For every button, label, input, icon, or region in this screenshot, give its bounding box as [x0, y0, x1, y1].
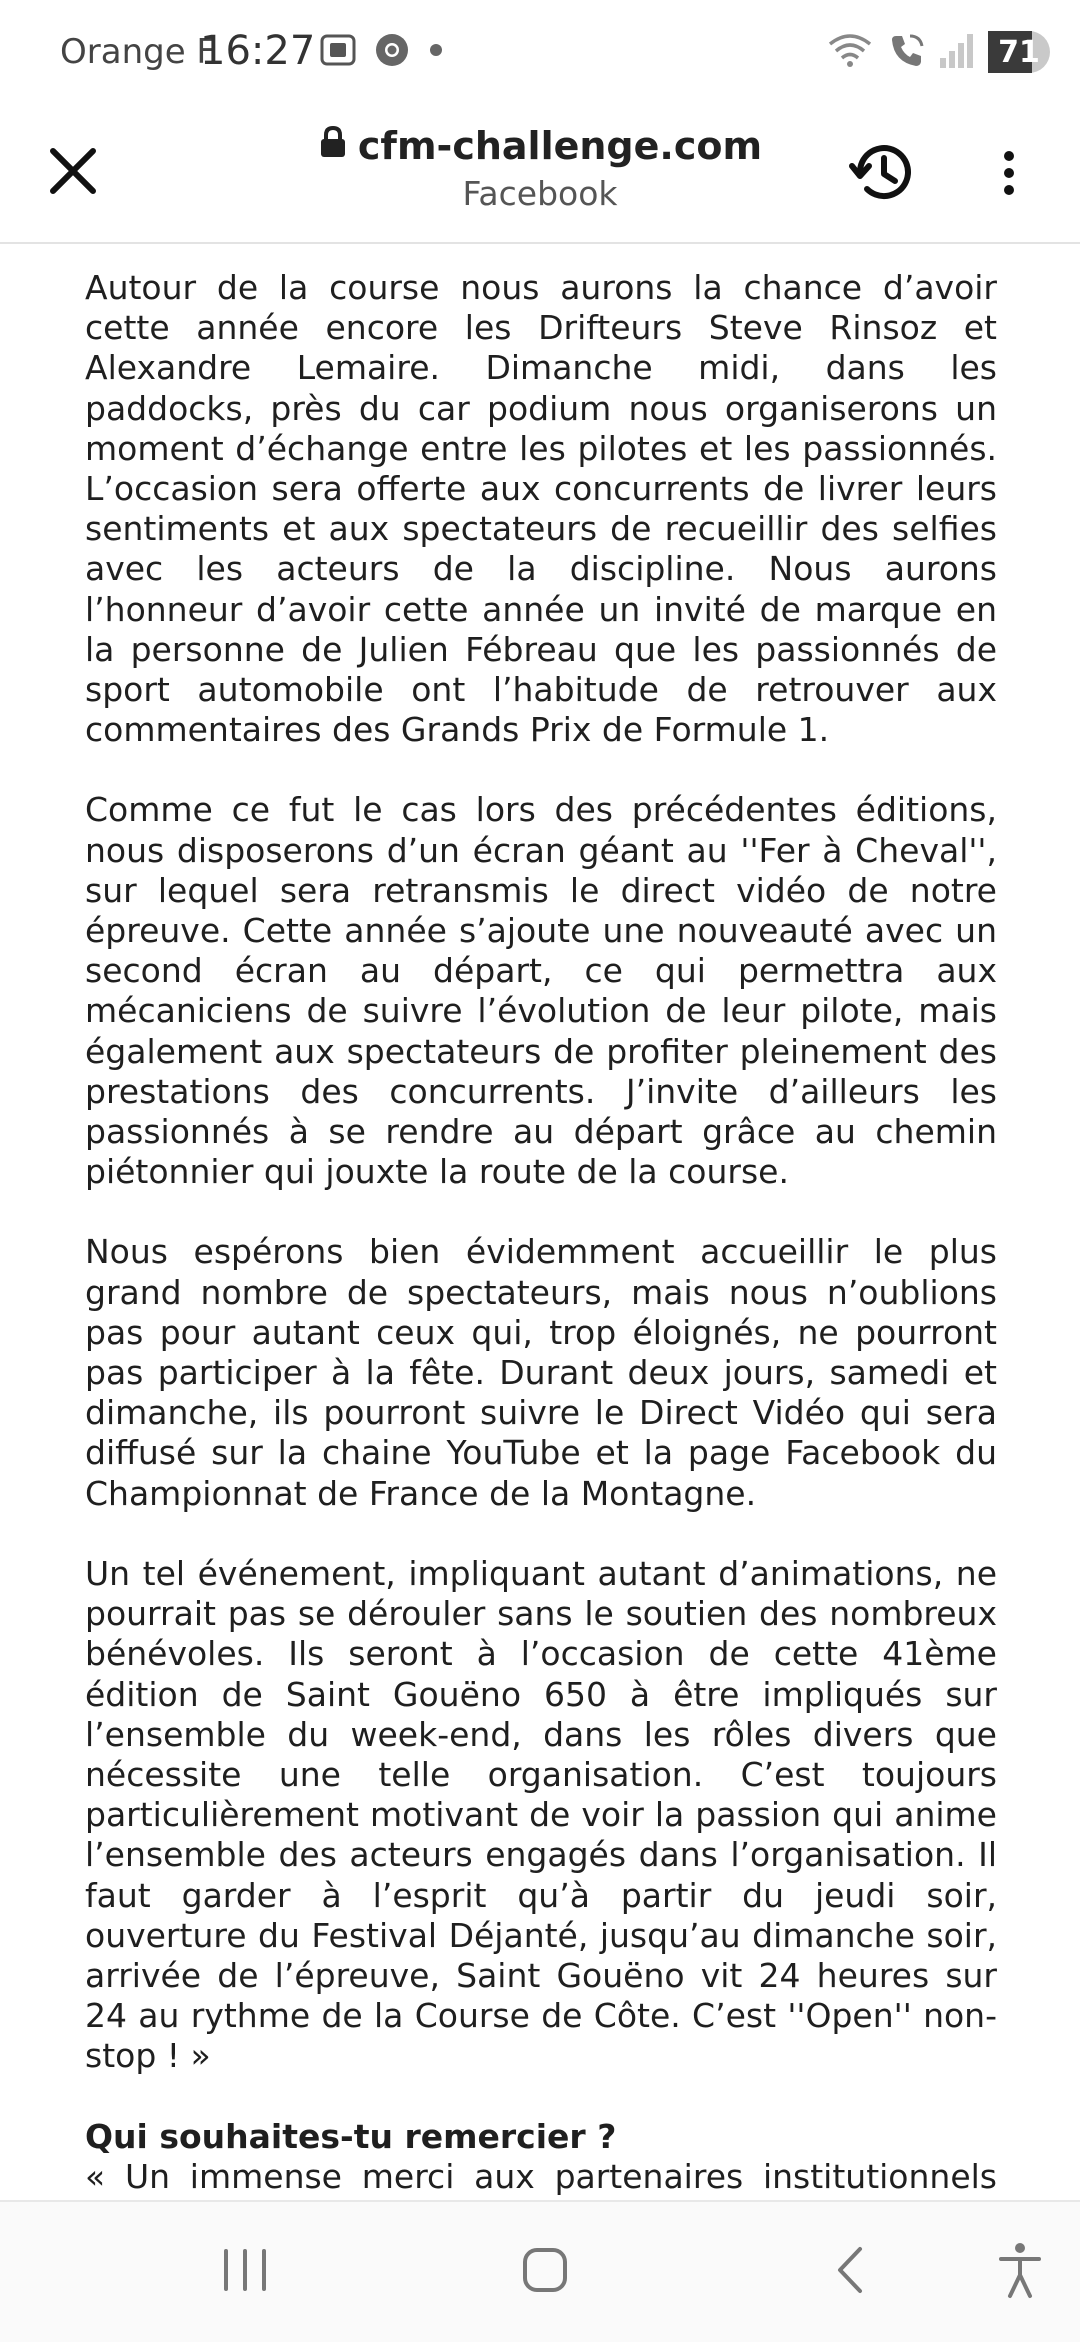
screenshot-icon — [318, 30, 358, 74]
back-icon — [830, 2245, 870, 2299]
page-subtitle: Facebook — [462, 174, 618, 213]
system-navigation-bar — [0, 2200, 1080, 2342]
article-paragraph: « Un immense merci aux partenaires institutionnels — [85, 2156, 997, 2196]
recents-button[interactable] — [210, 2234, 280, 2310]
section-heading: Qui souhaites-tu remercier ? — [85, 2116, 617, 2156]
history-icon — [848, 136, 920, 212]
close-button[interactable] — [38, 138, 108, 208]
more-notifications-dot-icon — [426, 40, 446, 64]
system-icons — [826, 26, 1050, 78]
article-paragraph: Autour de la course nous aurons la chance d’avoir cette année encore les Drifteurs Steve Rinsoz et Alexandre Lemaire. Dimanche midi, dans les paddocks, près du car podium nous organiserons un moment d’échange entre les pilotes et les passionnés. L’occasion sera offerte aux concurrents de livrer leurs sentiments et aux spectateurs de recueillir des selfies avec les acteurs de la discipline. Nous aurons l’honneur d’avoir cette année un invité de marque en la personne de Julien Fébreau que les passionnés de sport automobile ont l’habitude de retrouver aux commentaires des Grands Prix de Formule 1. — [85, 268, 997, 750]
home-icon — [520, 2245, 570, 2299]
accessibility-icon — [998, 2241, 1042, 2303]
wifi-calling-icon — [886, 30, 926, 74]
home-button[interactable] — [510, 2234, 580, 2310]
recents-icon — [220, 2247, 270, 2297]
article-paragraph: Nous espérons bien évidemment accueillir le plus grand nombre de spectateurs, mais nous n’oublions pas pour autant ceux qui, trop éloignés, ne pourront pas participer à la fête. Durant deux jours, samedi et dimanche, ils pourront suivre le Direct Vidéo qui sera diffusé sur la chaine YouTube et la page Facebook du Championnat de France de la Montagne. — [85, 1232, 997, 1513]
battery-level: 71 — [998, 34, 1040, 70]
wifi-data-icon — [826, 30, 874, 74]
more-options-button[interactable] — [984, 140, 1034, 210]
more-vert-icon — [999, 148, 1019, 202]
carrier-name: Orange F — [60, 32, 216, 72]
notification-icons — [318, 30, 446, 74]
history-button[interactable] — [844, 134, 924, 214]
back-button[interactable] — [820, 2234, 880, 2310]
battery-indicator — [988, 31, 1050, 73]
page-title-block[interactable] — [300, 124, 780, 213]
close-icon — [45, 143, 101, 203]
custom-tab-toolbar — [0, 104, 1080, 244]
article-paragraph: Un tel événement, impliquant autant d’animations, ne pourrait pas se dérouler sans le soutien des nombreux bénévoles. Ils seront à l’occasion de cette 41ème édition de Saint Gouëno 650 à être impliqués sur l’ensemble du week-end, dans les rôles divers que nécessite une telle organisation. C’est toujours particulièrement motivant de voir la passion qui anime l’ensemble des acteurs engagés dans l’organisation. Il faut garder à l’esprit qu’à partir du jeudi soir, ouverture du Festival Déjanté, jusqu’au dimanche soir, arrivée de l’épreuve, Saint Gouëno vit 24 heures sur 24 au rythme de la Course de Côte. C’est ''Open'' non-stop ! » — [85, 1553, 997, 2076]
signal-icon — [938, 30, 976, 74]
article-content[interactable] — [85, 268, 997, 2200]
article-paragraph: Comme ce fut le cas lors des précédentes éditions, nous disposerons d’un écran géant au ''Fer à Cheval'', sur lequel sera retransmis le direct vidéo de notre épreuve. Cette année s’ajoute une nouveauté avec un second écran au départ, ce qui permettra aux mécaniciens de suivre l’évolution de leur pilote, mais également aux spectateurs de profiter pleinement des prestations des concurrents. J’invite d’ailleurs les passionnés à se rendre au départ grâce au chemin piétonnier qui jouxte la route de la course. — [85, 790, 997, 1192]
url-text: cfm-challenge.com — [357, 124, 763, 168]
chrome-icon — [372, 30, 412, 74]
status-bar — [0, 0, 1080, 104]
clock: 16:27 — [200, 28, 316, 74]
lock-icon — [318, 124, 348, 168]
accessibility-button[interactable] — [990, 2234, 1050, 2310]
